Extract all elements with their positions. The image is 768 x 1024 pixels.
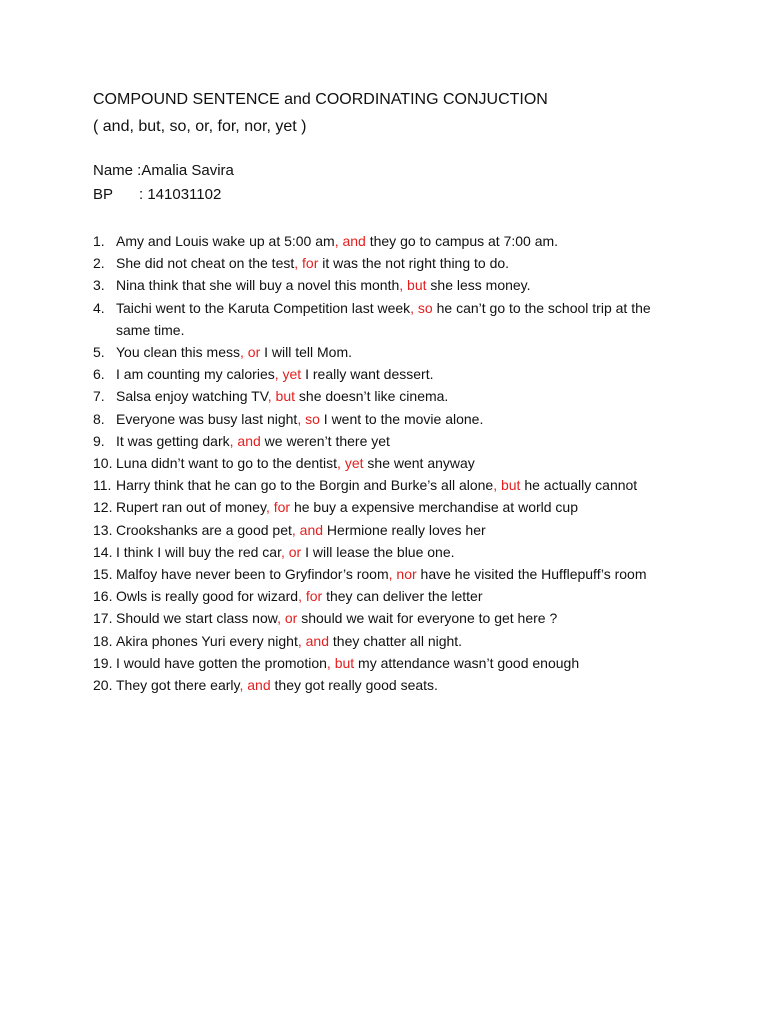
sentence-text	[116, 230, 683, 252]
conjunction-highlight: , and	[229, 432, 261, 449]
sentence-list	[93, 230, 683, 696]
sentence-clause-2: he can’t go to the school trip at the same time.	[116, 299, 651, 338]
sentence-clause-1: It was getting dark	[116, 432, 230, 449]
sentence-text	[116, 563, 683, 585]
conjunction-highlight: , but	[399, 277, 427, 294]
bp-field	[93, 184, 221, 206]
conjunction-highlight: , nor	[388, 566, 417, 583]
sentence-clause-2: I went to the movie alone.	[319, 410, 484, 427]
name-label: Name :	[93, 162, 142, 179]
sentence-item	[93, 452, 683, 474]
sentence-text	[116, 363, 683, 385]
conjunction-highlight: , and	[239, 677, 271, 694]
sentence-text	[116, 496, 683, 518]
sentence-clause-1: I would have gotten the promotion	[116, 654, 327, 671]
conjunction-highlight: , for	[265, 499, 291, 516]
sentence-item	[93, 541, 683, 563]
sentence-clause-1: Taichi went to the Karuta Competition last week	[116, 299, 411, 316]
conjunction-highlight: , but	[326, 654, 355, 671]
sentence-clause-2: he actually cannot	[520, 477, 638, 494]
sentence-number: 13.	[93, 521, 113, 538]
sentence-clause-1: Should we start class now	[116, 610, 278, 627]
conjunction-highlight: , yet	[337, 455, 364, 472]
sentence-number: 5.	[93, 344, 105, 361]
sentence-clause-2: my attendance wasn’t good enough	[354, 654, 580, 671]
sentence-number: 20.	[93, 677, 113, 694]
sentence-clause-1: I am counting my calories	[116, 366, 275, 383]
sentence-clause-2: I will lease the blue one.	[301, 543, 455, 560]
bp-label: BP	[93, 186, 114, 203]
sentence-item	[93, 297, 683, 341]
conjunction-highlight: , but	[267, 388, 296, 405]
sentence-item	[93, 274, 683, 296]
conjunction-highlight: , so	[410, 299, 433, 316]
sentence-clause-1: Harry think that he can go to the Borgin and Burke’s all alone	[116, 477, 494, 494]
sentence-clause-1: Malfoy have never been to Gryfindor’s room	[116, 566, 389, 583]
sentence-clause-1: Amy and Louis wake up at 5:00 am	[116, 233, 335, 249]
sentence-item	[93, 341, 683, 363]
conjunction-highlight: , or	[280, 543, 302, 560]
conjunction-highlight: , and	[291, 521, 324, 538]
sentence-clause-1: Salsa enjoy watching TV	[116, 388, 268, 405]
sentence-text	[116, 541, 683, 563]
sentence-item	[93, 385, 683, 407]
sentence-item	[93, 674, 683, 696]
sentence-text	[116, 452, 683, 474]
sentence-clause-1: I think I will buy the red car	[116, 543, 281, 560]
sentence-number: 18.	[93, 632, 113, 649]
sentence-number: 3.	[93, 277, 105, 294]
name-field	[93, 160, 234, 182]
sentence-number: 12.	[93, 499, 113, 516]
sentence-item	[93, 519, 683, 541]
sentence-text	[116, 297, 683, 341]
sentence-clause-1: Rupert ran out of money	[116, 499, 266, 516]
document-subtitle: ( and, but, so, or, for, nor, yet )	[93, 118, 307, 135]
sentence-clause-1: Owls is really good for wizard	[116, 588, 299, 605]
sentence-item	[93, 474, 683, 496]
sentence-number: 10.	[93, 455, 113, 472]
sentence-text	[116, 585, 683, 607]
sentence-clause-1: Nina think that she will buy a novel this month	[116, 277, 400, 294]
document-title: COMPOUND SENTENCE and COORDINATING CONJUCTION	[93, 91, 548, 108]
sentence-clause-2: should we wait for everyone to get here ?	[297, 610, 558, 627]
sentence-item	[93, 630, 683, 652]
sentence-clause-1: Everyone was busy last night	[116, 410, 298, 427]
sentence-clause-2: Hermione really loves her	[323, 521, 486, 538]
conjunction-highlight: , yet	[274, 366, 302, 383]
sentence-text	[116, 252, 683, 274]
sentence-text	[116, 341, 683, 363]
sentence-clause-1: Luna didn’t want to go to the dentist	[116, 455, 338, 472]
conjunction-highlight: , but	[493, 477, 521, 494]
sentence-clause-2: have he visited the Hufflepuff’s room	[416, 566, 647, 583]
conjunction-highlight: , or	[277, 610, 298, 627]
name-value: Amalia Savira	[141, 162, 234, 179]
sentence-text	[116, 430, 683, 452]
conjunction-highlight: , so	[297, 410, 320, 427]
sentence-number: 9.	[93, 432, 105, 449]
sentence-clause-2: he buy a expensive merchandise at world cup	[290, 499, 579, 516]
sentence-clause-1: They got there early	[116, 677, 240, 694]
conjunction-highlight: , for	[298, 588, 323, 605]
sentence-number: 2.	[93, 255, 105, 272]
sentence-number: 15.	[93, 566, 113, 583]
sentence-item	[93, 607, 683, 629]
sentence-text	[116, 274, 683, 296]
sentence-item	[93, 230, 683, 252]
sentence-text	[116, 674, 683, 696]
sentence-clause-2: I really want dessert.	[301, 366, 434, 383]
sentence-number: 4.	[93, 299, 105, 316]
sentence-text	[116, 652, 683, 674]
sentence-clause-2: she doesn’t like cinema.	[295, 388, 449, 405]
sentence-clause-2: they chatter all night.	[329, 632, 463, 649]
sentence-item	[93, 563, 683, 585]
sentence-number: 1.	[93, 233, 105, 249]
sentence-clause-2: they can deliver the letter	[322, 588, 483, 605]
sentence-text	[116, 408, 683, 430]
conjunction-highlight: , and	[334, 233, 366, 249]
sentence-number: 16.	[93, 588, 113, 605]
sentence-text	[116, 630, 683, 652]
sentence-clause-2: she less money.	[426, 277, 531, 294]
sentence-number: 19.	[93, 654, 113, 671]
sentence-item	[93, 652, 683, 674]
sentence-item	[93, 363, 683, 385]
sentence-clause-2: she went anyway	[363, 455, 475, 472]
sentence-text	[116, 474, 683, 496]
conjunction-highlight: , and	[297, 632, 329, 649]
sentence-number: 11.	[93, 477, 112, 494]
sentence-clause-2: they go to campus at 7:00 am.	[365, 233, 559, 249]
bp-value: : 141031102	[139, 186, 222, 203]
conjunction-highlight: , for	[294, 255, 319, 272]
sentence-text	[116, 607, 683, 629]
sentence-clause-1: Crookshanks are a good pet	[116, 521, 292, 538]
sentence-item	[93, 585, 683, 607]
sentence-item	[93, 252, 683, 274]
sentence-clause-1: Akira phones Yuri every night	[116, 632, 298, 649]
sentence-clause-2: we weren’t there yet	[260, 432, 390, 449]
sentence-text	[116, 385, 683, 407]
sentence-number: 17.	[93, 610, 113, 627]
sentence-clause-2: it was the not right thing to do.	[318, 255, 510, 272]
sentence-number: 14.	[93, 543, 113, 560]
sentence-number: 8.	[93, 410, 105, 427]
sentence-text	[116, 519, 683, 541]
sentence-clause-1: She did not cheat on the test	[116, 255, 295, 272]
sentence-clause-2: I will tell Mom.	[260, 344, 353, 361]
sentence-item	[93, 496, 683, 518]
sentence-item	[93, 408, 683, 430]
sentence-clause-2: they got really good seats.	[270, 677, 438, 694]
sentence-clause-1: You clean this mess	[116, 344, 240, 361]
conjunction-highlight: , or	[240, 344, 261, 361]
sentence-number: 7.	[93, 388, 105, 405]
sentence-item	[93, 430, 683, 452]
sentence-number: 6.	[93, 366, 105, 383]
